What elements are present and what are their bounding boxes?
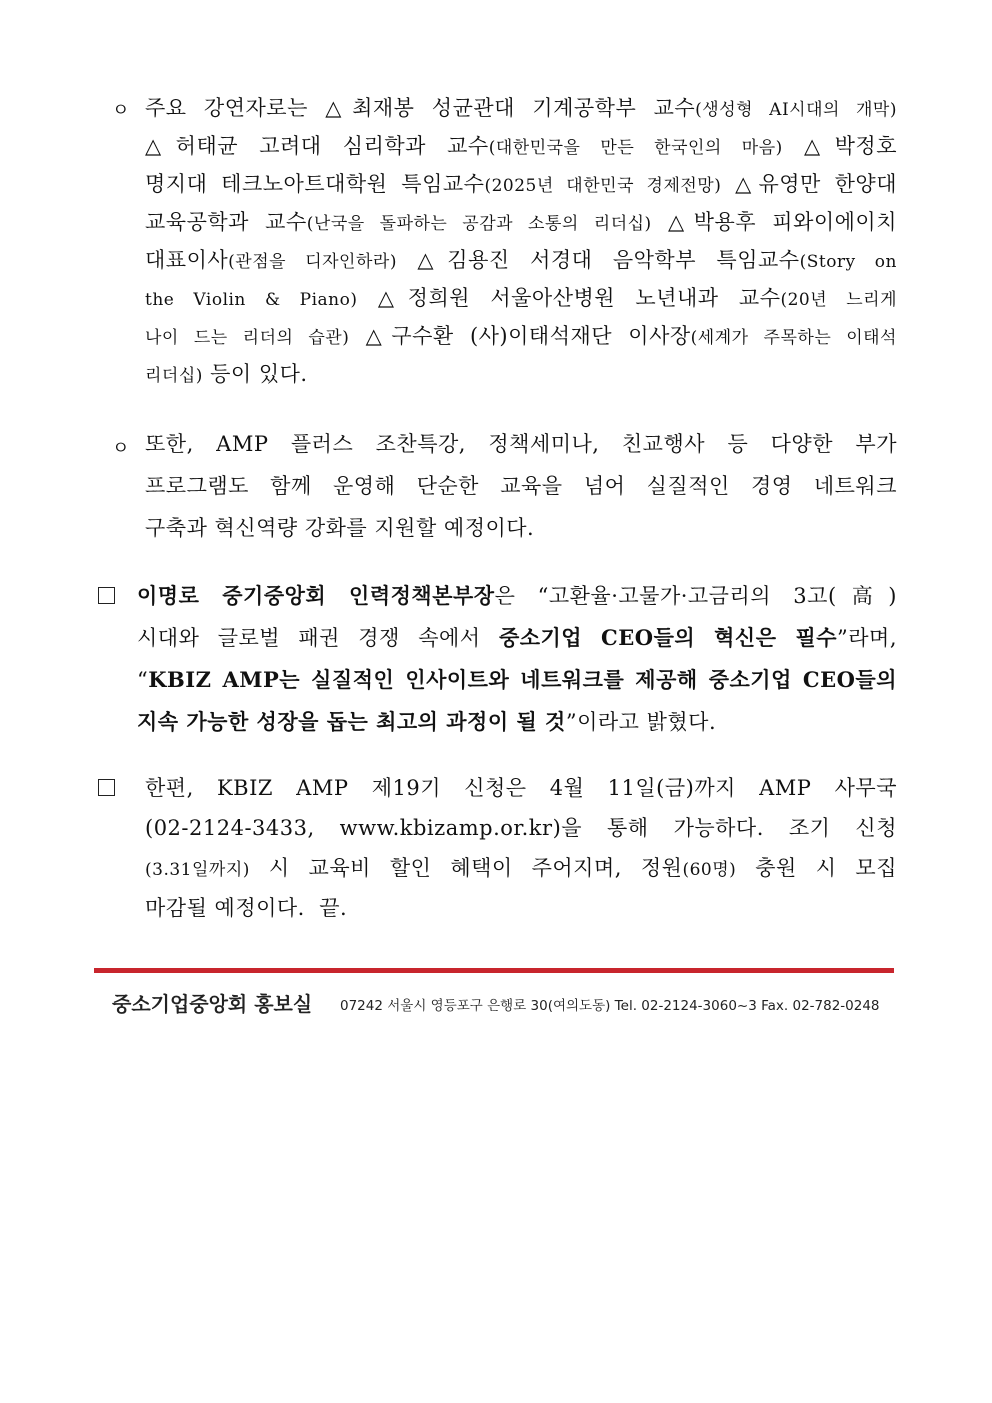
text-line: (02-2124-3433, www.kbizamp.or.kr)을 통해 가능하다. 조기 신청 xyxy=(145,816,897,840)
text-line: 대표이사(관점을 디자인하라) △김용진 서경대 음악학부 특임교수(Story on xyxy=(145,248,897,272)
checkbox-square-icon xyxy=(98,587,115,604)
paragraph-application xyxy=(145,772,897,932)
text-line: 리더십) 등이 있다. xyxy=(145,362,308,386)
text-line: 지속 가능한 성장을 돕는 최고의 과정이 될 것”이라고 밝혔다. xyxy=(137,709,717,734)
text-line: 마감될 예정이다. 끝. xyxy=(145,896,348,920)
paragraph-quote xyxy=(137,580,897,748)
text-line: 이명로 중기중앙회 인력정책본부장은 “고환율·고물가·고금리의 3고(高) xyxy=(137,583,897,608)
text-line: 시대와 글로벌 패권 경쟁 속에서 중소기업 CEO들의 혁신은 필수”라며, xyxy=(137,625,898,650)
text-line: 나이 드는 리더의 습관) △구수환 (사)이태석재단 이사장(세계가 주목하는 이태석 xyxy=(145,324,897,348)
paragraph-speakers xyxy=(145,92,897,396)
paragraph-programs xyxy=(145,428,897,554)
text-line: the Violin & Piano) △정희원 서울아산병원 노년내과 교수(20년 느리게 xyxy=(145,286,898,310)
footer-divider xyxy=(94,968,894,973)
checkbox-square-icon xyxy=(98,779,115,796)
text-line: △허태균 고려대 심리학과 교수(대한민국을 만든 한국인의 마음) △박정호 xyxy=(145,134,898,158)
text-line: 또한, AMP 플러스 조찬특강, 정책세미나, 친교행사 등 다양한 부가 xyxy=(145,432,897,456)
text-line: (3.31일까지) 시 교육비 할인 혜택이 주어지며, 정원(60명) 충원 시 모집 xyxy=(145,856,897,880)
text-line: “KBIZ AMP는 실질적인 인사이트와 네트워크를 제공해 중소기업 CEO들의 xyxy=(137,667,897,692)
text-line: 교육공학과 교수(난국을 돌파하는 공감과 소통의 리더십) △박용후 피와이에이치 xyxy=(145,210,897,234)
footer-address: 07242 서울시 영등포구 은행로 30(여의도동) Tel. 02-2124-3060~3 Fax. 02-782-0248 xyxy=(340,998,880,1014)
text-line: 구축과 혁신역량 강화를 지원할 예정이다. xyxy=(145,516,535,540)
bullet-marker: ㅇ xyxy=(112,438,130,459)
footer-organization: 중소기업중앙회 홍보실 xyxy=(112,992,313,1016)
text-line: 한편, KBIZ AMP 제19기 신청은 4월 11일(금)까지 AMP 사무국 xyxy=(145,776,897,800)
text-line: 주요 강연자로는 △최재봉 성균관대 기계공학부 교수(생성형 AI시대의 개막) xyxy=(145,96,897,120)
bullet-marker: ㅇ xyxy=(112,100,130,121)
text-line: 프로그램도 함께 운영해 단순한 교육을 넘어 실질적인 경영 네트워크 xyxy=(145,474,897,498)
text-line: 명지대 테크노아트대학원 특임교수(2025년 대한민국 경제전망) △유영만 한양대 xyxy=(145,172,898,196)
